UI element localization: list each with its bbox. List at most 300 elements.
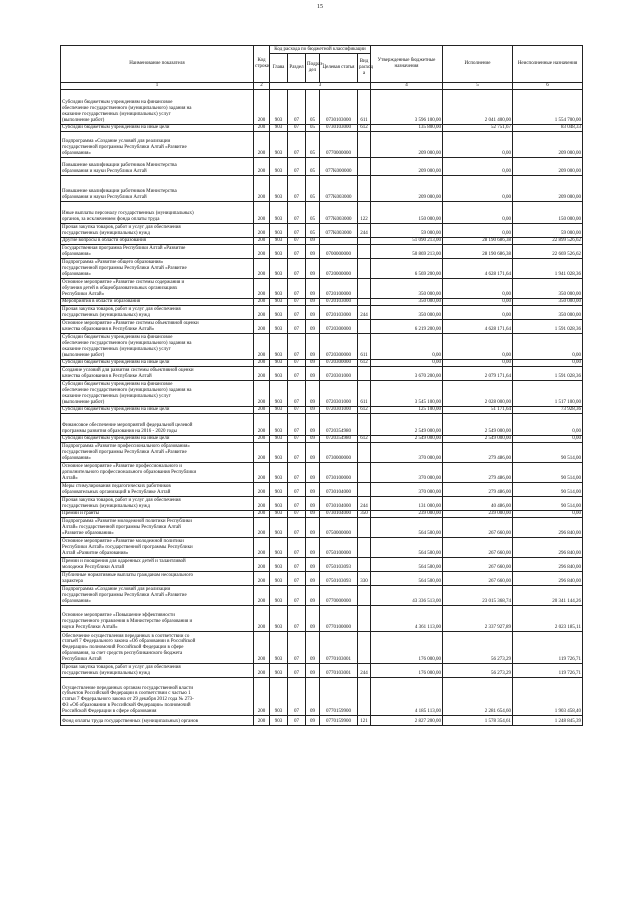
table-cell-executed: 0,00 — [443, 306, 513, 320]
table-cell-unexecuted: 209 000,00 — [513, 176, 583, 202]
table-cell-target-article: 0770103001 — [320, 632, 358, 664]
table-row — [61, 259, 583, 279]
table-cell-section: 07 — [288, 224, 306, 238]
table-cell-name: Прочая закупка товаров, работ и услуг для обеспечения государственных (муниципальных) нужд — [61, 664, 254, 678]
table-cell-line-code: 200 — [254, 518, 270, 538]
table-cell-target-article: 0720300000 — [320, 334, 358, 360]
header-executed: Исполнение — [443, 46, 513, 83]
table-cell-name: Субсидии бюджетным учреждениям на финансовое обеспечение государственного (муниципального) задания на оказание государственных (муниципальных) услуг (выполнение работ) — [61, 334, 254, 360]
table-cell-expense-type — [358, 259, 371, 279]
table-cell-expense-type — [358, 606, 371, 632]
table-cell-executed: 279 486,00 — [443, 463, 513, 483]
table-cell-executed: 0,00 — [443, 279, 513, 299]
table-cell-chapter: 903 — [270, 436, 288, 443]
table-cell-name: Субсидии бюджетным учреждениям на иные цели — [61, 125, 254, 132]
table-cell-expense-type — [358, 678, 371, 716]
table-cell-name: Финансовое обеспечение мероприятий федеральной целевой программы развития образования на 2016 - 2020 годы — [61, 414, 254, 436]
table-cell-unexecuted: 296 840,00 — [513, 538, 583, 558]
table-cell-unexecuted: 1 248 845,39 — [513, 716, 583, 726]
table-cell-line-code: 200 — [254, 279, 270, 299]
table-cell-section: 07 — [288, 443, 306, 463]
table-cell-unexecuted: 119 726,71 — [513, 632, 583, 664]
table-row — [61, 334, 583, 360]
table-cell-expense-type: 244 — [358, 664, 371, 678]
table-cell-subsection: 09 — [306, 664, 320, 678]
table-cell-name: Меры стимулирования педагогических работников образовательных организаций в Республике Алтай — [61, 483, 254, 497]
table-cell-chapter: 903 — [270, 176, 288, 202]
table-cell-executed: 1 578 354,61 — [443, 716, 513, 726]
table-cell-expense-type: 350 — [358, 511, 371, 518]
table-cell-executed: 267 660,00 — [443, 572, 513, 586]
table-cell-approved: 0,00 — [371, 360, 443, 367]
table-cell-chapter: 903 — [270, 586, 288, 606]
table-cell-name: Повышение квалификации работников Министерства образования и науки Республики Алтай — [61, 158, 254, 176]
table-cell-chapter: 903 — [270, 511, 288, 518]
table-cell-name: Основное мероприятие «Повышение эффективности государственного управления в Министерстве образования и науки Республики Алтай» — [61, 606, 254, 632]
table-cell-line-code: 200 — [254, 176, 270, 202]
table-cell-chapter: 903 — [270, 497, 288, 511]
table-row — [61, 202, 583, 224]
table-cell-subsection: 05 — [306, 125, 320, 132]
table-cell-chapter: 903 — [270, 381, 288, 407]
table-cell-name: Осуществление переданных органам государственной власти субъектов Российской Федерации в соответствии с частью 1 статьи 7 Федерального закона от 29 декабря 2012 года № 273- ФЗ «Об образовании в Российской Федерации» полномочий Российской Федерации в сфере образования — [61, 678, 254, 716]
table-cell-line-code: 200 — [254, 132, 270, 158]
table-cell-expense-type: 611 — [358, 381, 371, 407]
table-cell-unexecuted: 59 000,00 — [513, 224, 583, 238]
table-cell-target-article: 0770000000 — [320, 586, 358, 606]
table-cell-chapter: 903 — [270, 716, 288, 726]
table-cell-approved: 176 000,00 — [371, 632, 443, 664]
table-cell-chapter: 903 — [270, 678, 288, 716]
table-cell-target-article: 0730103000 — [320, 125, 358, 132]
table-cell-chapter: 903 — [270, 306, 288, 320]
table-cell-unexecuted: 0,00 — [513, 334, 583, 360]
table-cell-section: 07 — [288, 483, 306, 497]
table-cell-unexecuted: 209 000,00 — [513, 132, 583, 158]
table-cell-subsection: 09 — [306, 558, 320, 572]
table-row — [61, 306, 583, 320]
table-cell-unexecuted: 90 514,00 — [513, 483, 583, 497]
table-cell-chapter: 903 — [270, 245, 288, 259]
table-cell-subsection: 09 — [306, 497, 320, 511]
table-row — [61, 158, 583, 176]
table-cell-name: Государственная программа Республики Алтай «Развитие образования» — [61, 245, 254, 259]
table-cell-approved: 564 500,00 — [371, 518, 443, 538]
table-cell-section: 07 — [288, 158, 306, 176]
table-cell-section: 07 — [288, 716, 306, 726]
table-cell-approved: 3 596 100,00 — [371, 90, 443, 125]
table-cell-line-code: 200 — [254, 632, 270, 664]
table-row — [61, 407, 583, 414]
table-cell-expense-type: 121 — [358, 716, 371, 726]
table-cell-line-code: 200 — [254, 436, 270, 443]
table-cell-executed: 267 660,00 — [443, 538, 513, 558]
table-cell-expense-type — [358, 483, 371, 497]
table-cell-name: Мероприятия в области образования — [61, 299, 254, 306]
table-cell-approved: 350 000,00 — [371, 279, 443, 299]
table-cell-name: Субсидии бюджетным учреждениям на иные цели — [61, 407, 254, 414]
table-cell-unexecuted: 22 899 526,62 — [513, 238, 583, 245]
table-row — [61, 443, 583, 463]
table-cell-section: 07 — [288, 632, 306, 664]
table-cell-unexecuted: 119 726,71 — [513, 664, 583, 678]
table-cell-approved: 4 361 113,00 — [371, 606, 443, 632]
table-cell-chapter: 903 — [270, 125, 288, 132]
table-cell-executed: 56 273,29 — [443, 632, 513, 664]
table-cell-expense-type — [358, 367, 371, 381]
table-row — [61, 518, 583, 538]
table-cell-chapter: 903 — [270, 518, 288, 538]
table-cell-executed: 4 628 171,64 — [443, 320, 513, 334]
table-cell-approved: 370 000,00 — [371, 483, 443, 497]
table-cell-approved: 4 185 113,00 — [371, 678, 443, 716]
table-row — [61, 511, 583, 518]
table-cell-target-article: 0720103000 — [320, 299, 358, 306]
table-cell-line-code: 200 — [254, 306, 270, 320]
table-cell-subsection: 05 — [306, 224, 320, 238]
table-cell-subsection: 09 — [306, 299, 320, 306]
table-cell-name: Публичные нормативные выплаты гражданам несоциального характера — [61, 572, 254, 586]
table-cell-section: 07 — [288, 606, 306, 632]
page-number: 15 — [317, 4, 323, 10]
table-cell-line-code: 200 — [254, 202, 270, 224]
table-cell-unexecuted: 83 048,33 — [513, 125, 583, 132]
table-cell-section: 07 — [288, 436, 306, 443]
table-cell-unexecuted: 1 591 028,36 — [513, 367, 583, 381]
table-cell-subsection: 09 — [306, 586, 320, 606]
table-cell-subsection: 09 — [306, 518, 320, 538]
table-row — [61, 90, 583, 125]
table-cell-expense-type: 612 — [358, 436, 371, 443]
table-cell-chapter: 903 — [270, 299, 288, 306]
table-cell-target-article: 077K003000 — [320, 202, 358, 224]
table-cell-chapter: 903 — [270, 360, 288, 367]
table-cell-expense-type — [358, 158, 371, 176]
table-row — [61, 224, 583, 238]
table-cell-line-code: 200 — [254, 299, 270, 306]
table-cell-expense-type: 611 — [358, 334, 371, 360]
table-cell-line-code: 200 — [254, 572, 270, 586]
table-cell-name: Другие вопросы в области образования — [61, 238, 254, 245]
table-cell-chapter: 903 — [270, 407, 288, 414]
table-cell-expense-type — [358, 558, 371, 572]
table-cell-approved: 2 549 000,00 — [371, 436, 443, 443]
table-cell-name: Прочая закупка товаров, работ и услуг для обеспечения государственных (муниципальных) нужд — [61, 306, 254, 320]
table-cell-subsection: 09 — [306, 572, 320, 586]
table-cell-unexecuted: 20 341 144,26 — [513, 586, 583, 606]
table-cell-subsection: 09 — [306, 367, 320, 381]
table-cell-chapter: 903 — [270, 664, 288, 678]
table-cell-executed: 52 751,67 — [443, 125, 513, 132]
table-cell-executed: 0,00 — [443, 202, 513, 224]
table-cell-unexecuted: 209 000,00 — [513, 158, 583, 176]
table-cell-expense-type: 244 — [358, 497, 371, 511]
table-cell-section: 07 — [288, 664, 306, 678]
table-cell-name: Прочая закупка товаров, работ и услуг для обеспечения государственных (муниципальных) нужд — [61, 497, 254, 511]
table-cell-line-code: 200 — [254, 463, 270, 483]
table-cell-target-article: 077K003000 — [320, 224, 358, 238]
table-cell-approved: 209 000,00 — [371, 176, 443, 202]
table-cell-approved: 564 500,00 — [371, 558, 443, 572]
table-cell-subsection: 09 — [306, 407, 320, 414]
header-target: Целевая статья — [320, 54, 358, 83]
table-cell-line-code: 200 — [254, 497, 270, 511]
table-cell-approved: 564 500,00 — [371, 572, 443, 586]
table-cell-section: 07 — [288, 334, 306, 360]
table-cell-target-article: 0730104000 — [320, 511, 358, 518]
table-cell-expense-type: 612 — [358, 360, 371, 367]
table-cell-chapter: 903 — [270, 558, 288, 572]
table-cell-target-article: 0730104000 — [320, 483, 358, 497]
table-cell-subsection: 09 — [306, 483, 320, 497]
table-cell-name: Создание условий для развития системы объективной оценки качества образования в Республике Алтай — [61, 367, 254, 381]
table-cell-section: 07 — [288, 245, 306, 259]
table-cell-unexecuted: 73 928,36 — [513, 407, 583, 414]
table-cell-approved: 2 549 000,00 — [371, 414, 443, 436]
table-cell-chapter: 903 — [270, 238, 288, 245]
table-cell-executed: 28 190 686,38 — [443, 238, 513, 245]
table-cell-executed: 2 028 000,00 — [443, 381, 513, 407]
table-cell-executed: 0,00 — [443, 132, 513, 158]
table-cell-line-code: 200 — [254, 238, 270, 245]
table-cell-target-article: 0720300000 — [320, 360, 358, 367]
table-cell-executed: 0,00 — [443, 176, 513, 202]
table-cell-expense-type: 612 — [358, 407, 371, 414]
table-cell-approved: 370 000,00 — [371, 463, 443, 483]
table-cell-section: 07 — [288, 306, 306, 320]
table-cell-executed: 4 628 171,64 — [443, 259, 513, 279]
table-cell-line-code: 200 — [254, 483, 270, 497]
table-cell-name: Основное мероприятие «Развитие системы объективной оценки качества образования в Республике Алтай» — [61, 320, 254, 334]
table-cell-approved: 239 000,00 — [371, 511, 443, 518]
table-cell-unexecuted: 296 840,00 — [513, 572, 583, 586]
table-cell-executed: 2 549 000,00 — [443, 414, 513, 436]
table-cell-subsection: 09 — [306, 306, 320, 320]
table-cell-subsection: 09 — [306, 678, 320, 716]
table-cell-chapter: 903 — [270, 443, 288, 463]
table-cell-subsection: 09 — [306, 238, 320, 245]
table-cell-chapter: 903 — [270, 224, 288, 238]
table-cell-approved: 350 000,00 — [371, 306, 443, 320]
table-cell-line-code: 200 — [254, 224, 270, 238]
table-cell-expense-type — [358, 132, 371, 158]
table-row — [61, 320, 583, 334]
table-cell-section: 07 — [288, 279, 306, 299]
table-cell-target-article: 0770159900 — [320, 716, 358, 726]
table-cell-target-article: 0720301000 — [320, 381, 358, 407]
table-cell-executed: 51 171,64 — [443, 407, 513, 414]
table-cell-line-code: 200 — [254, 664, 270, 678]
header-approved: Утвержденные бюджетные назначения — [371, 46, 443, 83]
table-cell-expense-type — [358, 245, 371, 259]
header-index-1: 1 — [61, 83, 254, 90]
table-cell-target-article: 0730100000 — [320, 463, 358, 483]
table-cell-section: 07 — [288, 367, 306, 381]
header-index-4: 4 — [371, 83, 443, 90]
table-cell-section: 07 — [288, 320, 306, 334]
table-row — [61, 606, 583, 632]
table-cell-approved: 43 336 513,00 — [371, 586, 443, 606]
table-cell-subsection: 09 — [306, 463, 320, 483]
table-cell-approved: 59 000,00 — [371, 224, 443, 238]
table-row — [61, 558, 583, 572]
table-cell-target-article: 0720000000 — [320, 259, 358, 279]
table-cell-unexecuted: 0,00 — [513, 414, 583, 436]
table-cell-approved: 564 500,00 — [371, 538, 443, 558]
table-cell-name: Подпрограмма «Развитие профессионального образования» государственной программы Республики Алтай «Развитие образования» — [61, 443, 254, 463]
table-cell-name: Прочая закупка товаров, работ и услуг для обеспечения государственных (муниципальных) нужд — [61, 224, 254, 238]
budget-execution-table — [60, 45, 583, 726]
table-cell-executed: 2 079 171,64 — [443, 367, 513, 381]
table-cell-chapter: 903 — [270, 463, 288, 483]
table-cell-executed: 267 660,00 — [443, 558, 513, 572]
table-cell-executed: 279 486,00 — [443, 483, 513, 497]
table-cell-expense-type — [358, 279, 371, 299]
table-cell-executed: 267 660,00 — [443, 518, 513, 538]
table-cell-approved: 370 000,00 — [371, 443, 443, 463]
table-cell-approved: 6 569 200,00 — [371, 259, 443, 279]
table-cell-section: 07 — [288, 497, 306, 511]
table-cell-chapter: 903 — [270, 259, 288, 279]
table-cell-expense-type — [358, 176, 371, 202]
table-row — [61, 381, 583, 407]
table-cell-expense-type — [358, 463, 371, 483]
table-cell-name: Подпрограмма «Развитие общего образования» государственной программы Республики Алтай «Развитие образования» — [61, 259, 254, 279]
table-cell-approved: 2 827 200,00 — [371, 716, 443, 726]
table-cell-expense-type: 612 — [358, 125, 371, 132]
table-cell-subsection: 09 — [306, 320, 320, 334]
table-cell-target-article: 0720301000 — [320, 407, 358, 414]
table-cell-target-article: 0750100000 — [320, 538, 358, 558]
table-cell-name: Подпрограмма «Создание условий для реализации государственной программы Республики Алтай «Развитие образования» — [61, 132, 254, 158]
table-cell-section: 07 — [288, 414, 306, 436]
table-cell-line-code: 200 — [254, 90, 270, 125]
header-section: Раздел — [288, 54, 306, 83]
table-row — [61, 664, 583, 678]
table-cell-name: Иные выплаты персоналу государственных (муниципальных) органов, за исключением фонда оплаты труда — [61, 202, 254, 224]
table-cell-expense-type — [358, 586, 371, 606]
table-cell-executed: 0,00 — [443, 360, 513, 367]
table-cell-target-article: 0770100000 — [320, 606, 358, 632]
table-cell-target-article: 0770103001 — [320, 664, 358, 678]
table-cell-expense-type: 244 — [358, 224, 371, 238]
table-cell-approved: 3 670 200,00 — [371, 367, 443, 381]
table-cell-target-article: 0720354980 — [320, 414, 358, 436]
table-cell-expense-type: 330 — [358, 572, 371, 586]
table-cell-target-article: 0720103000 — [320, 306, 358, 320]
table-row — [61, 279, 583, 299]
table-cell-target-article: 0730000000 — [320, 443, 358, 463]
table-cell-target-article — [320, 238, 358, 245]
table-cell-line-code: 200 — [254, 125, 270, 132]
table-row — [61, 716, 583, 726]
table-cell-approved: 125 100,00 — [371, 407, 443, 414]
table-cell-target-article: 0750103093 — [320, 572, 358, 586]
table-cell-target-article: 0720100000 — [320, 279, 358, 299]
table-cell-expense-type — [358, 238, 371, 245]
table-cell-chapter: 903 — [270, 632, 288, 664]
table-cell-subsection: 09 — [306, 606, 320, 632]
table-cell-executed: 0,00 — [443, 299, 513, 306]
table-cell-executed: 0,00 — [443, 334, 513, 360]
table-row — [61, 414, 583, 436]
table-cell-line-code: 200 — [254, 381, 270, 407]
table-cell-executed: 279 486,00 — [443, 443, 513, 463]
table-cell-section: 07 — [288, 176, 306, 202]
table-cell-line-code: 200 — [254, 511, 270, 518]
header-index-3: 3 — [270, 83, 371, 90]
table-cell-expense-type — [358, 414, 371, 436]
table-cell-line-code: 200 — [254, 158, 270, 176]
table-cell-line-code: 200 — [254, 334, 270, 360]
table-cell-executed: 2 041 400,00 — [443, 90, 513, 125]
table-cell-approved: 51 090 213,00 — [371, 238, 443, 245]
table-cell-section: 07 — [288, 90, 306, 125]
table-cell-section: 07 — [288, 463, 306, 483]
table-cell-target-article: 0720301000 — [320, 367, 358, 381]
table-cell-unexecuted: 0,00 — [513, 436, 583, 443]
table-cell-subsection: 09 — [306, 334, 320, 360]
table-cell-name: Подпрограмма «Развитие молодежной политики Республики Алтай» государственной программы Республики Алтай «Развитие образования» — [61, 518, 254, 538]
table-cell-chapter: 903 — [270, 367, 288, 381]
table-cell-approved: 3 545 100,00 — [371, 381, 443, 407]
header-unexecuted: Неисполненные назначения — [513, 46, 583, 83]
table-cell-subsection: 09 — [306, 716, 320, 726]
table-cell-subsection: 09 — [306, 436, 320, 443]
table-cell-section: 07 — [288, 238, 306, 245]
table-cell-expense-type: 122 — [358, 202, 371, 224]
table-cell-executed: 40 486,00 — [443, 497, 513, 511]
table-row — [61, 299, 583, 306]
table-cell-expense-type — [358, 443, 371, 463]
header-index-2: 2 — [254, 83, 270, 90]
table-cell-line-code: 200 — [254, 407, 270, 414]
table-cell-expense-type — [358, 632, 371, 664]
table-cell-subsection: 09 — [306, 245, 320, 259]
header-line-code: Код строки — [254, 46, 270, 83]
table-cell-section: 07 — [288, 511, 306, 518]
table-cell-target-article: 0720300000 — [320, 320, 358, 334]
table-cell-subsection: 09 — [306, 511, 320, 518]
table-cell-target-article: 0700000000 — [320, 245, 358, 259]
table-cell-chapter: 903 — [270, 132, 288, 158]
table-cell-unexecuted: 1 517 100,00 — [513, 381, 583, 407]
table-cell-name: Подпрограмма «Создание условий для реализации государственной программы Республики Алтай «Развитие образования» — [61, 586, 254, 606]
table-cell-unexecuted: 1 554 700,00 — [513, 90, 583, 125]
table-row — [61, 463, 583, 483]
table-cell-name: Фонд оплаты труда государственных (муниципальных) органов — [61, 716, 254, 726]
table-cell-subsection: 09 — [306, 414, 320, 436]
table-cell-subsection: 05 — [306, 132, 320, 158]
table-cell-target-article: 0770000000 — [320, 132, 358, 158]
table-cell-unexecuted: 350 000,00 — [513, 299, 583, 306]
table-row — [61, 176, 583, 202]
table-cell-section: 07 — [288, 518, 306, 538]
table-cell-chapter: 903 — [270, 279, 288, 299]
table-cell-chapter: 903 — [270, 606, 288, 632]
table-cell-line-code: 200 — [254, 443, 270, 463]
table-row — [61, 586, 583, 606]
table-cell-section: 07 — [288, 678, 306, 716]
table-cell-name: Премии и гранты — [61, 511, 254, 518]
table-cell-target-article: 0720354980 — [320, 436, 358, 443]
table-cell-executed: 239 000,00 — [443, 511, 513, 518]
table-row — [61, 678, 583, 716]
table-cell-name: Основное мероприятие «Развитие системы содержания и обучения детей в общеобразовательных организациях Республики Алтай» — [61, 279, 254, 299]
table-cell-section: 07 — [288, 572, 306, 586]
table-cell-executed: 2 281 654,60 — [443, 678, 513, 716]
table-cell-target-article: 0730103000 — [320, 90, 358, 125]
